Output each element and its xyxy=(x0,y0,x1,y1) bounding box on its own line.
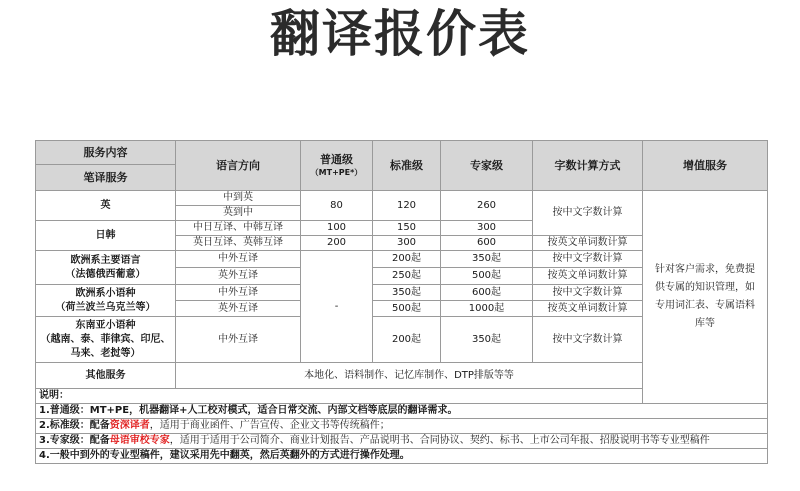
header-standard-level-note: （MT+PE*） xyxy=(310,168,363,177)
direction-eu-en: 英外互译 xyxy=(176,268,301,285)
price-jk2-standard-grade: 300 xyxy=(373,236,441,251)
price-dash-standard: - xyxy=(301,251,373,363)
row-label-eu-major xyxy=(36,251,176,285)
price-jk2-standard: 200 xyxy=(301,236,373,251)
price-en-expert: 260 xyxy=(441,191,533,221)
method-ems2: 按英文单词数计算 xyxy=(533,301,643,317)
direction-ems-zh: 中外互译 xyxy=(176,285,301,301)
row-label-eu-major-line1: 欧洲系主要语言 xyxy=(70,254,141,266)
page-title: 翻译报价表 xyxy=(270,5,530,63)
direction-en-to-zh: 英到中 xyxy=(176,206,301,221)
header-value-added: 增值服务 xyxy=(643,141,768,191)
note-2-prefix: 2.标准级：配备 xyxy=(39,420,110,431)
row-label-eu-minor xyxy=(36,285,176,317)
method-eu2: 按英文单词数计算 xyxy=(533,268,643,285)
row-label-sea-line1: 东南亚小语种 xyxy=(75,319,136,331)
method-jk2: 按英文单词数计算 xyxy=(533,236,643,251)
note-2 xyxy=(36,419,768,434)
note-3-suffix: ，适用于适用于公司简介、商业计划报告、产品说明书、合同协议、契约、标书、上市公司年报、招股说明书等专业型稿件 xyxy=(169,435,710,446)
header-word-count-method: 字数计算方式 xyxy=(533,141,643,191)
price-eu2-expert: 500起 xyxy=(441,268,533,285)
note-4: 4.一般中到外的专业型稿件，建议采用先中翻英，然后英翻外的方式进行操作处理。 xyxy=(36,449,768,464)
direction-zh-to-en: 中到英 xyxy=(176,191,301,206)
header-translation-service: 笔译服务 xyxy=(36,165,176,191)
method-en: 按中文字数计算 xyxy=(533,191,643,236)
note-2-suffix: ，适用于商业函件、广告宣传、企业文书等传统稿件； xyxy=(149,420,390,431)
note-2-highlight: 资深译者 xyxy=(109,420,150,431)
direction-eu-zh: 中外互译 xyxy=(176,251,301,268)
price-eu1-expert: 350起 xyxy=(441,251,533,268)
header-service-content: 服务内容 xyxy=(36,141,176,165)
direction-en-jk: 英日互译、英韩互译 xyxy=(176,236,301,251)
price-jk2-expert: 600 xyxy=(441,236,533,251)
row-label-english: 英 xyxy=(36,191,176,221)
direction-zh-jk: 中日互译、中韩互译 xyxy=(176,221,301,236)
value-added-text: 针对客户需求，免费提供专属的知识管理，如专用词汇表、专属语料库等 xyxy=(643,191,768,404)
price-eu2-standard-grade: 250起 xyxy=(373,268,441,285)
method-sea: 按中文字数计算 xyxy=(533,317,643,363)
row-label-other: 其他服务 xyxy=(36,363,176,389)
price-ems2-standard-grade: 500起 xyxy=(373,301,441,317)
row-label-sea-line3: 马来、老挝等） xyxy=(70,347,141,359)
method-ems1: 按中文字数计算 xyxy=(533,285,643,301)
header-standard-level-label: 普通级 xyxy=(320,153,353,166)
row-label-sea-line2: （越南、泰、菲律宾、印尼、 xyxy=(40,333,171,345)
price-sea-expert: 350起 xyxy=(441,317,533,363)
price-ems2-expert: 1000起 xyxy=(441,301,533,317)
note-3 xyxy=(36,434,768,449)
row-label-jk: 日韩 xyxy=(36,221,176,251)
note-3-prefix: 3.专家级：配备 xyxy=(39,435,110,446)
price-eu1-standard-grade: 200起 xyxy=(373,251,441,268)
price-ems1-standard-grade: 350起 xyxy=(373,285,441,301)
header-standard-level xyxy=(301,141,373,191)
other-services-value: 本地化、语料制作、记忆库制作、DTP排版等等 xyxy=(176,363,643,389)
direction-sea-zh: 中外互译 xyxy=(176,317,301,363)
price-en-standard: 80 xyxy=(301,191,373,221)
price-ems1-expert: 600起 xyxy=(441,285,533,301)
note-1: 1.普通级：MT+PE，机器翻译+人工校对模式，适合日常交流、内部文档等底层的翻译需求。 xyxy=(36,404,768,419)
method-eu1: 按中文字数计算 xyxy=(533,251,643,268)
notes-heading: 说明： xyxy=(36,389,768,404)
note-3-highlight: 母语审校专家 xyxy=(109,435,170,446)
header-standard-grade: 标准级 xyxy=(373,141,441,191)
price-jk1-expert: 300 xyxy=(441,221,533,236)
price-sea-standard-grade: 200起 xyxy=(373,317,441,363)
row-label-sea xyxy=(36,317,176,363)
header-language-direction: 语言方向 xyxy=(176,141,301,191)
direction-ems-en: 英外互译 xyxy=(176,301,301,317)
price-jk1-standard-grade: 150 xyxy=(373,221,441,236)
price-jk1-standard: 100 xyxy=(301,221,373,236)
row-label-eu-minor-line2: （荷兰波兰乌克兰等） xyxy=(55,301,156,313)
price-en-standard-grade: 120 xyxy=(373,191,441,221)
row-label-eu-major-line2: （法德俄西葡意） xyxy=(65,268,146,280)
row-label-eu-minor-line1: 欧洲系小语种 xyxy=(75,287,136,299)
header-expert-grade: 专家级 xyxy=(441,141,533,191)
price-table xyxy=(35,140,768,464)
